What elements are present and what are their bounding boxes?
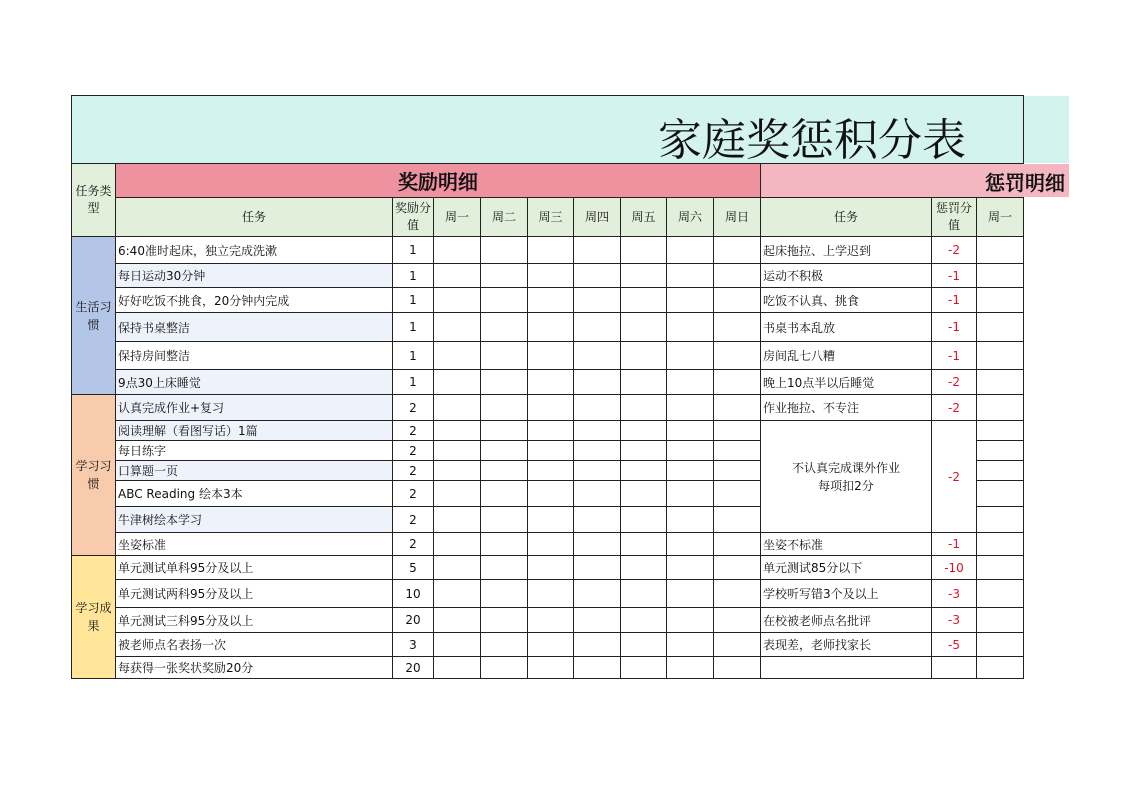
day-score-cell[interactable] [481,507,528,533]
penalty-section-header [761,164,1069,197]
day-score-cell[interactable] [621,507,667,533]
penalty-day-score-cell[interactable] [977,657,1024,679]
day-score-cell[interactable] [528,556,574,580]
day-score-cell[interactable] [434,608,481,633]
penalty-points: -2 [932,370,977,395]
penalty-task: 吃饭不认真、挑食 [761,288,932,313]
reward-points: 1 [393,288,434,313]
day-score-cell[interactable] [621,580,667,608]
day-score-cell[interactable] [667,481,714,507]
penalty-points: -1 [932,288,977,313]
reward-points: 2 [393,533,434,556]
day-score-cell[interactable] [621,395,667,421]
day-score-cell[interactable] [481,264,528,288]
day-score-cell[interactable] [434,481,481,507]
day-score-cell[interactable] [481,608,528,633]
penalty-day-score-cell[interactable] [977,533,1024,556]
day-score-cell[interactable] [574,556,621,580]
day-score-cell[interactable] [574,342,621,370]
day-score-cell[interactable] [667,264,714,288]
day-score-cell[interactable] [621,633,667,657]
penalty-day-score-cell[interactable] [977,507,1024,533]
day-score-cell[interactable] [434,421,481,441]
table-row [72,580,1024,608]
penalty-points: -1 [932,342,977,370]
day-score-cell[interactable] [714,633,761,657]
day-score-cell[interactable] [434,533,481,556]
reward-task: 认真完成作业+复习 [116,395,393,421]
penalty-points [932,657,977,679]
day-score-cell[interactable] [434,633,481,657]
header-penalty-day: 周一 [977,198,1024,237]
day-score-cell[interactable] [481,313,528,342]
title-cell [72,96,1024,164]
reward-task: 每获得一张奖状奖励20分 [116,657,393,679]
day-score-cell[interactable] [621,533,667,556]
day-score-cell[interactable] [621,441,667,461]
day-score-cell[interactable] [481,461,528,481]
reward-points: 1 [393,342,434,370]
day-score-cell[interactable] [574,370,621,395]
day-score-cell[interactable] [714,395,761,421]
day-score-cell[interactable] [434,461,481,481]
table-row [72,370,1024,395]
penalty-points: -3 [932,580,977,608]
penalty-day-score-cell[interactable] [977,421,1024,441]
day-score-cell[interactable] [528,264,574,288]
day-score-cell[interactable] [714,657,761,679]
category-cell: 学习成果 [72,556,116,679]
table-row [72,395,1024,421]
penalty-day-score-cell[interactable] [977,288,1024,313]
day-score-cell[interactable] [481,633,528,657]
day-score-cell[interactable] [714,481,761,507]
penalty-day-score-cell[interactable] [977,370,1024,395]
day-score-cell[interactable] [574,313,621,342]
day-score-cell[interactable] [481,533,528,556]
day-score-cell[interactable] [434,313,481,342]
day-score-cell[interactable] [574,264,621,288]
reward-points: 20 [393,657,434,679]
day-score-cell[interactable] [574,657,621,679]
penalty-points: -1 [932,264,977,288]
day-score-cell[interactable] [574,507,621,533]
penalty-points: -1 [932,313,977,342]
header-day: 周二 [481,198,528,237]
day-score-cell[interactable] [574,461,621,481]
day-score-cell[interactable] [667,421,714,441]
header-day: 周六 [667,198,714,237]
day-score-cell[interactable] [481,237,528,264]
reward-points: 2 [393,481,434,507]
header-task: 任务 [116,198,393,237]
table-row [72,533,1024,556]
day-score-cell[interactable] [714,507,761,533]
day-score-cell[interactable] [667,657,714,679]
category-cell: 生活习惯 [72,237,116,395]
day-score-cell[interactable] [481,481,528,507]
penalty-task: 在校被老师点名批评 [761,608,932,633]
penalty-task: 作业拖拉、不专注 [761,395,932,421]
penalty-day-score-cell[interactable] [977,556,1024,580]
day-score-cell[interactable] [714,370,761,395]
penalty-day-score-cell[interactable] [977,395,1024,421]
category-cell: 学习习惯 [72,395,116,556]
penalty-task-line: 每项扣2分 [818,478,874,493]
reward-task: 单元测试三科95分及以上 [116,608,393,633]
day-score-cell[interactable] [667,556,714,580]
day-score-cell[interactable] [528,342,574,370]
day-score-cell[interactable] [621,342,667,370]
day-score-cell[interactable] [574,237,621,264]
penalty-task: 单元测试85分以下 [761,556,932,580]
table-row [72,264,1024,288]
day-score-cell[interactable] [621,481,667,507]
penalty-task: 坐姿不标准 [761,533,932,556]
day-score-cell[interactable] [714,237,761,264]
penalty-task: 起床拖拉、上学迟到 [761,237,932,264]
penalty-task-line: 不认真完成课外作业 [791,460,900,475]
reward-task: 单元测试单科95分及以上 [116,556,393,580]
reward-task: 单元测试两科95分及以上 [116,580,393,608]
header-day: 周日 [714,198,761,237]
day-score-cell[interactable] [434,657,481,679]
day-score-cell[interactable] [714,533,761,556]
day-score-cell[interactable] [621,313,667,342]
day-score-cell[interactable] [481,441,528,461]
day-score-cell[interactable] [621,288,667,313]
day-score-cell[interactable] [667,370,714,395]
reward-task: 每日练字 [116,441,393,461]
penalty-task: 房间乱七八糟 [761,342,932,370]
day-score-cell[interactable] [528,507,574,533]
penalty-task: 运动不积极 [761,264,932,288]
day-score-cell[interactable] [714,608,761,633]
penalty-task: 表现差，老师找家长 [761,633,932,657]
penalty-section-title: 惩罚明细 [985,171,1065,195]
penalty-points: -2 [932,237,977,264]
day-score-cell[interactable] [528,633,574,657]
penalty-points: -1 [932,533,977,556]
reward-points: 10 [393,580,434,608]
reward-points: 1 [393,237,434,264]
day-score-cell[interactable] [528,481,574,507]
reward-task: 被老师点名表扬一次 [116,633,393,657]
day-score-cell[interactable] [574,533,621,556]
reward-task: 每日运动30分钟 [116,264,393,288]
penalty-points: -5 [932,633,977,657]
day-score-cell[interactable] [621,608,667,633]
penalty-task: 书桌书本乱放 [761,313,932,342]
reward-points: 1 [393,370,434,395]
penalty-task [761,421,932,533]
day-score-cell[interactable] [574,580,621,608]
day-score-cell[interactable] [434,288,481,313]
day-score-cell[interactable] [481,556,528,580]
penalty-day-score-cell[interactable] [977,342,1024,370]
penalty-day-score-cell[interactable] [977,237,1024,264]
penalty-day-score-cell[interactable] [977,481,1024,507]
day-score-cell[interactable] [434,580,481,608]
day-score-cell[interactable] [667,507,714,533]
day-score-cell[interactable] [528,657,574,679]
day-score-cell[interactable] [528,441,574,461]
day-score-cell[interactable] [528,395,574,421]
day-score-cell[interactable] [528,237,574,264]
day-score-cell[interactable] [621,421,667,441]
penalty-day-score-cell[interactable] [977,608,1024,633]
reward-points: 20 [393,608,434,633]
day-score-cell[interactable] [714,441,761,461]
day-score-cell[interactable] [434,342,481,370]
day-score-cell[interactable] [528,608,574,633]
penalty-day-score-cell[interactable] [977,461,1024,481]
day-score-cell[interactable] [667,342,714,370]
day-score-cell[interactable] [667,461,714,481]
reward-points: 5 [393,556,434,580]
penalty-day-score-cell[interactable] [977,313,1024,342]
day-score-cell[interactable] [667,633,714,657]
penalty-points: -2 [932,395,977,421]
penalty-points: -3 [932,608,977,633]
reward-points: 1 [393,264,434,288]
reward-task: 牛津树绘本学习 [116,507,393,533]
penalty-day-score-cell[interactable] [977,264,1024,288]
day-score-cell[interactable] [481,288,528,313]
day-score-cell[interactable] [574,481,621,507]
day-score-cell[interactable] [574,288,621,313]
day-score-cell[interactable] [434,556,481,580]
day-score-cell[interactable] [434,507,481,533]
day-score-cell[interactable] [574,395,621,421]
day-score-cell[interactable] [621,264,667,288]
reward-task: 阅读理解（看图写话）1篇 [116,421,393,441]
penalty-task [761,657,932,679]
day-score-cell[interactable] [481,657,528,679]
day-score-cell[interactable] [667,608,714,633]
header-category: 任务类型 [72,164,116,237]
reward-points: 2 [393,421,434,441]
day-score-cell[interactable] [667,533,714,556]
day-score-cell[interactable] [714,313,761,342]
header-day: 周三 [528,198,574,237]
day-score-cell[interactable] [528,288,574,313]
day-score-cell[interactable] [528,533,574,556]
day-score-cell[interactable] [481,421,528,441]
day-score-cell[interactable] [434,237,481,264]
day-score-cell[interactable] [574,608,621,633]
reward-task: 6:40准时起床，独立完成洗漱 [116,237,393,264]
day-score-cell[interactable] [667,313,714,342]
day-score-cell[interactable] [481,580,528,608]
reward-points: 1 [393,313,434,342]
penalty-day-score-cell[interactable] [977,441,1024,461]
penalty-points: -10 [932,556,977,580]
day-score-cell[interactable] [434,370,481,395]
reward-points: 2 [393,461,434,481]
table-row [72,421,1024,441]
penalty-day-score-cell[interactable] [977,633,1024,657]
title-background-extension [1023,96,1069,163]
reward-task: 9点30上床睡觉 [116,370,393,395]
penalty-day-score-cell[interactable] [977,580,1024,608]
reward-task: 保持房间整洁 [116,342,393,370]
table-row [72,237,1024,264]
day-score-cell[interactable] [667,288,714,313]
day-score-cell[interactable] [667,441,714,461]
day-score-cell[interactable] [621,556,667,580]
day-score-cell[interactable] [667,395,714,421]
day-score-cell[interactable] [667,580,714,608]
reward-points: 2 [393,507,434,533]
day-score-cell[interactable] [714,264,761,288]
page-title: 家庭奖惩积分表 [658,115,966,164]
table-row [72,288,1024,313]
reward-task: 好好吃饭不挑食，20分钟内完成 [116,288,393,313]
reward-points: 3 [393,633,434,657]
header-day: 周一 [434,198,481,237]
day-score-cell[interactable] [714,288,761,313]
reward-section-header: 奖励明细 [116,164,761,198]
day-score-cell[interactable] [528,313,574,342]
day-score-cell[interactable] [481,370,528,395]
header-penalty-task: 任务 [761,198,932,237]
day-score-cell[interactable] [667,237,714,264]
day-score-cell[interactable] [621,370,667,395]
day-score-cell[interactable] [621,461,667,481]
day-score-cell[interactable] [528,370,574,395]
day-score-cell[interactable] [574,441,621,461]
day-score-cell[interactable] [528,421,574,441]
day-score-cell[interactable] [481,342,528,370]
header-day: 周五 [621,198,667,237]
table-row [72,633,1024,657]
day-score-cell[interactable] [574,421,621,441]
day-score-cell[interactable] [714,421,761,441]
day-score-cell[interactable] [528,461,574,481]
day-score-cell[interactable] [434,395,481,421]
day-score-cell[interactable] [528,580,574,608]
reward-task: 坐姿标准 [116,533,393,556]
table-row [72,313,1024,342]
header-day: 周四 [574,198,621,237]
day-score-cell[interactable] [481,395,528,421]
day-score-cell[interactable] [714,556,761,580]
table-row [72,608,1024,633]
header-reward-points: 奖励分值 [393,198,434,237]
reward-task: ABC Reading 绘本3本 [116,481,393,507]
penalty-task: 晚上10点半以后睡觉 [761,370,932,395]
day-score-cell[interactable] [621,237,667,264]
day-score-cell[interactable] [574,633,621,657]
penalty-points: -2 [932,421,977,533]
reward-points: 2 [393,395,434,421]
table-row [72,342,1024,370]
day-score-cell[interactable] [434,441,481,461]
day-score-cell[interactable] [621,657,667,679]
table-row [72,657,1024,679]
day-score-cell[interactable] [434,264,481,288]
day-score-cell[interactable] [714,580,761,608]
reward-points: 2 [393,441,434,461]
reward-task: 保持书桌整洁 [116,313,393,342]
reward-task: 口算题一页 [116,461,393,481]
day-score-cell[interactable] [714,461,761,481]
header-penalty-points: 惩罚分值 [932,198,977,237]
day-score-cell[interactable] [714,342,761,370]
penalty-task: 学校听写错3个及以上 [761,580,932,608]
table-row [72,556,1024,580]
